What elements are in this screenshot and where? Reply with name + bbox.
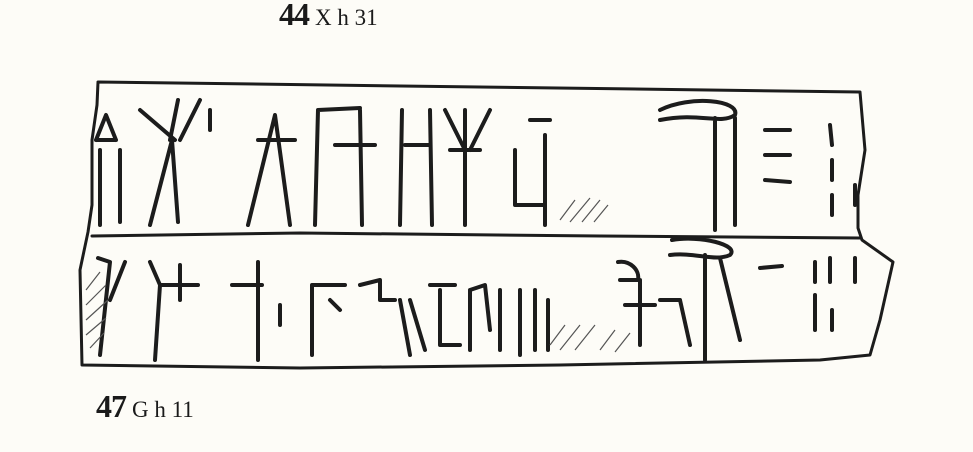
lower-register-signs <box>98 239 855 360</box>
bottom-figure-reference: G h 11 <box>132 397 194 422</box>
upper-register-signs <box>96 100 855 230</box>
bottom-figure-number: 47 <box>96 388 126 424</box>
bottom-figure-label <box>96 388 194 425</box>
tablet-outline <box>80 82 893 368</box>
top-figure-reference: X h 31 <box>315 5 378 30</box>
upper-hatching <box>560 198 608 222</box>
register-divider <box>92 233 860 238</box>
top-figure-number: 44 <box>279 0 309 32</box>
